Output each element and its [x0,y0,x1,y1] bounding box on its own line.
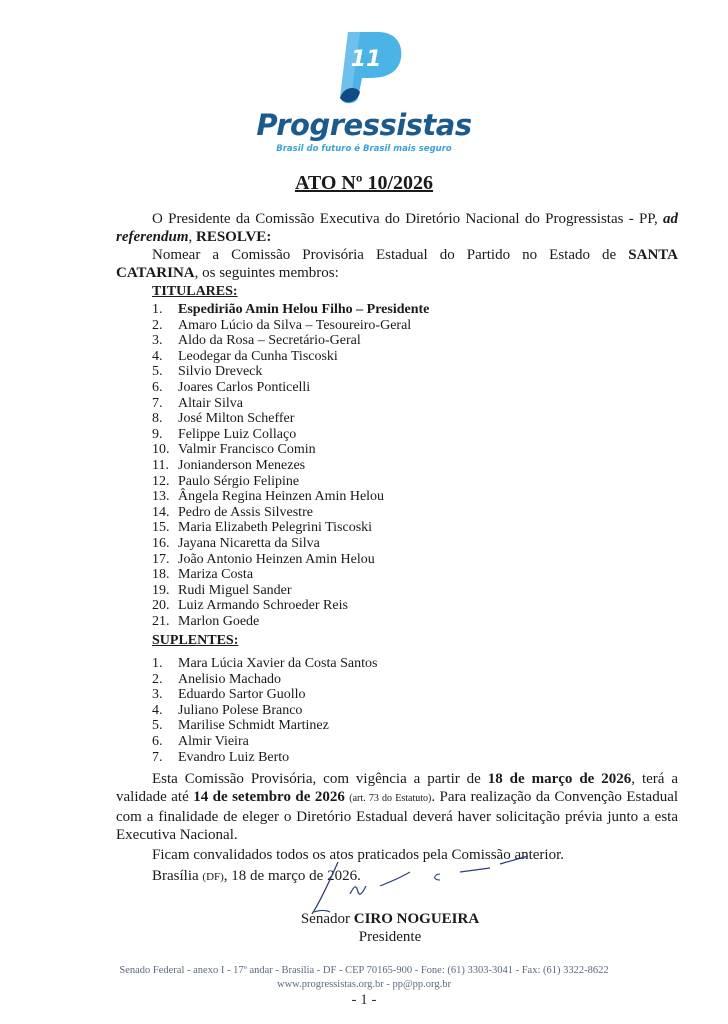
member-name: Marilise Schmidt Martinez [178,718,329,734]
signer-prefix: Senador [300,911,354,927]
item-number: 3. [152,687,163,703]
list-item [152,427,429,443]
member-name: Rudi Miguel Sander [178,582,292,598]
member-name: Paulo Sérgio Felipine [178,473,300,489]
list-item [152,396,429,412]
logo-tagline: Brasil do futuro é Brasil mais seguro [276,144,452,154]
member-name: Almir Vieira [178,733,249,749]
resolve-label: RESOLVE: [196,229,272,245]
list-item [152,318,429,334]
item-number: 7. [152,395,163,411]
member-name: Mara Lúcia Xavier da Costa Santos [178,656,378,671]
nomear-suffix: , os seguintes membros: [194,265,339,281]
list-item [152,380,429,396]
member-name: Evandro Luiz Berto [178,749,290,765]
signer-name [0,911,728,928]
member-name: Amaro Lúcio da Silva – Tesoureiro-Geral [178,317,412,333]
item-number: 9. [152,426,163,442]
member-name: Joares Carlos Ponticelli [178,379,311,395]
intro-paragraph: O Presidente da Comissão Executiva do Diretório Nacional do Progressistas - PP, ad referendum, RESOLVE: [116,211,678,245]
validity-paragraph [116,770,678,844]
member-name: Mariza Costa [178,567,254,583]
member-name: Espedirião Amin Helou Filho – Presidente [178,302,430,317]
member-name: Jayana Nicaretta da Silva [178,535,320,551]
footer-address: Senado Federal - anexo I - 17º andar - Brasília - DF - CEP 70165-900 - Fone: (61) 3303-3041 - Fax: (61) 3322-8622 [119,965,609,976]
member-name: Maria Elizabeth Pelegrini Tiscoski [178,520,373,536]
list-item [152,442,429,458]
list-item [152,687,377,703]
item-number: 18. [152,567,170,583]
state-name: SANTA CATARINA [116,247,678,281]
member-name: Juliano Polese Branco [178,702,303,718]
list-item [152,703,377,719]
list-item [152,520,429,536]
ad-referendum: ad referendum [116,211,678,245]
item-number: 19. [152,582,170,598]
p11-logo-icon [330,28,406,106]
item-number: 12. [152,473,170,489]
member-name: Felippe Luiz Collaço [178,426,297,442]
list-item [152,552,429,568]
member-name: Ângela Regina Heinzen Amin Helou [178,489,385,505]
item-number: 10. [152,442,170,458]
item-number: 4. [152,702,163,718]
list-item [152,750,377,766]
list-item [152,489,429,505]
item-number: 1. [152,302,163,317]
member-name: Altair Silva [178,395,243,411]
item-number: 7. [152,749,163,765]
item-number: 2. [152,671,163,687]
list-item [152,718,377,734]
suplentes-heading: SUPLENTES: [152,633,239,648]
list-item [152,656,377,672]
list-item [152,349,429,365]
item-number: 16. [152,535,170,551]
page-number: - 1 - [351,992,377,1008]
item-number: 6. [152,379,163,395]
item-number: 2. [152,317,163,333]
member-name: Eduardo Sartor Guollo [178,687,306,703]
list-item [152,302,429,318]
list-item [152,364,429,380]
member-name: Silvio Dreveck [178,364,263,380]
nomear-text: Nomear a Comissão Provisória Estadual do Partido no Estado de [152,247,629,263]
list-item [152,458,429,474]
validity-text-2: , terá a validade até [116,771,679,805]
signer-fullname: CIRO NOGUEIRA [353,911,480,927]
item-number: 17. [152,551,170,567]
member-name: Aldo da Rosa – Secretário-Geral [178,333,361,349]
member-name: Valmir Francisco Comin [178,442,316,458]
end-date: 14 de setembro de 2026 [193,789,345,805]
titulares-heading: TITULARES: [152,284,238,299]
date: , 18 de março de 2026. [223,868,361,884]
convalidation-paragraph: Ficam convalidados todos os atos praticados pela Comissão anterior. [152,847,565,863]
item-number: 13. [152,489,170,505]
member-name: Jonianderson Menezes [178,457,306,473]
logo-number: 11 [350,47,382,72]
item-number: 11. [152,457,169,473]
item-number: 8. [152,411,163,427]
member-name: Anelisio Machado [178,671,282,687]
list-item [152,598,429,614]
validity-text: Esta Comissão Provisória, com vigência a partir de [152,771,488,787]
item-number: 3. [152,333,163,349]
list-item [152,567,429,583]
item-number: 5. [152,364,163,380]
member-name: João Antonio Heinzen Amin Helou [178,551,375,567]
item-number: 1. [152,656,163,671]
item-number: 15. [152,520,170,536]
signer-role: Presidente [358,929,422,945]
list-item [152,474,429,490]
validity-text-3: . Para realização da Convenção Estadual com a finalidade de eleger o Diretório Estadual deverá haver solicitação prévia junto a esta Executiva Nacional. [116,789,679,843]
titulares-list [152,302,429,629]
list-item [152,536,429,552]
start-date: 18 de março de 2026 [487,771,632,787]
item-number: 14. [152,504,170,520]
item-number: 4. [152,348,163,364]
member-name: Pedro de Assis Silvestre [178,504,313,520]
item-number: 6. [152,733,163,749]
member-name: José Milton Scheffer [178,411,295,427]
list-item [152,583,429,599]
document-title: ATO Nº 10/2026 [294,172,434,194]
nomear-paragraph [116,246,678,282]
suplentes-list [152,656,377,765]
list-item [152,333,429,349]
list-item [152,672,377,688]
statute-reference: (art. 73 do Estatuto) [349,793,432,804]
intro-line: O Presidente da Comissão Executiva do Diretório Nacional do Progressistas - PP, [152,211,658,227]
member-name: Luiz Armando Schroeder Reis [178,598,348,614]
item-number: 20. [152,598,170,614]
city: Brasília [152,868,199,884]
footer-web: www.progressistas.org.br - pp@pp.org.br [277,979,451,990]
list-item [152,411,429,427]
list-item [152,734,377,750]
item-number: 5. [152,718,163,734]
member-name: Marlon Goede [178,613,260,629]
item-number: 21. [152,613,170,629]
list-item [152,505,429,521]
logo-wordmark: Progressistas [256,108,472,142]
uf: (DF) [202,871,224,883]
member-name: Leodegar da Cunha Tiscoski [178,348,338,364]
handwritten-signature [300,850,540,920]
list-item [152,614,429,630]
